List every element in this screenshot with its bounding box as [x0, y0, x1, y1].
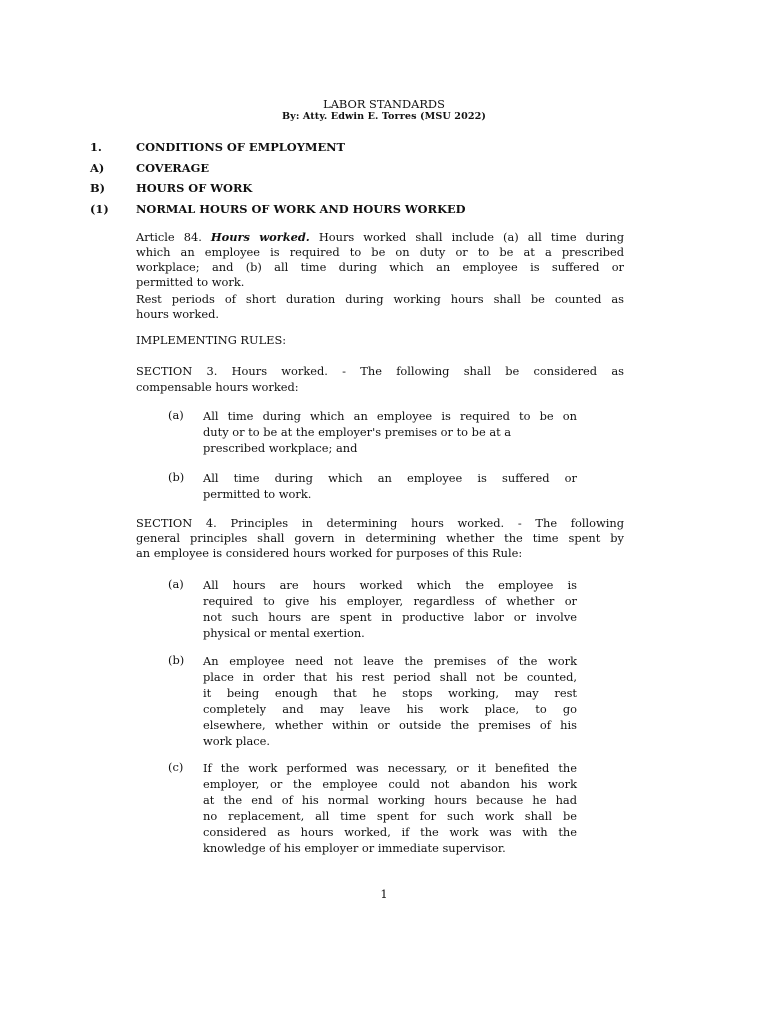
item-line: duty or to be at the employer's premises or to be at a: [203, 425, 512, 439]
outline-heading: NORMAL HOURS OF WORK AND HOURS WORKED: [136, 202, 466, 216]
item-line: it being enough that he stops working, may rest: [203, 686, 577, 700]
paragraph-line: permitted to work.: [136, 275, 245, 289]
outline-heading: HOURS OF WORK: [136, 181, 253, 195]
paragraph-line: compensable hours worked:: [136, 380, 299, 394]
page-number: 1: [380, 887, 388, 901]
paragraph-line: an employee is considered hours worked for purposes of this Rule:: [136, 546, 523, 560]
item-line: All time during which an employee is suffered or: [203, 471, 577, 485]
paragraph-line: [136, 230, 624, 245]
item-line: work place.: [203, 734, 271, 748]
item-line: completely and may leave his work place, to go: [203, 702, 577, 716]
document-byline: By: Atty. Edwin E. Torres (MSU 2022): [281, 111, 487, 122]
item-line: at the end of his normal working hours because he had: [203, 793, 577, 807]
article-84-paragraph: [136, 230, 624, 290]
document-title: LABOR STANDARDS: [323, 97, 445, 111]
item-line: All time during which an employee is required to be on: [203, 409, 577, 423]
item-letter: (a): [168, 577, 184, 591]
item-line: no replacement, all time spent for such work shall be: [203, 809, 577, 823]
outline-number: A): [90, 161, 105, 175]
item-line: elsewhere, whether within or outside the premises of his: [203, 718, 577, 732]
article-title: Hours worked.: [210, 230, 310, 244]
paragraph-line: general principles shall govern in determining whether the time spent by: [136, 531, 624, 545]
section-3-item-a: [203, 408, 577, 456]
article-number: Article 84.: [136, 230, 202, 244]
outline-number: (1): [90, 202, 109, 216]
outline-heading: COVERAGE: [136, 161, 210, 175]
paragraph-line: SECTION 3. Hours worked. - The following shall be considered as: [136, 364, 624, 378]
section-3-paragraph: [136, 363, 624, 395]
paragraph-line: SECTION 4. Principles in determining hours worked. - The following: [136, 516, 624, 530]
article-text: Hours worked shall include (a) all time during: [318, 230, 625, 244]
implementing-rules-heading: IMPLEMENTING RULES:: [136, 333, 287, 347]
item-letter: (a): [168, 408, 184, 422]
paragraph-line: workplace; and (b) all time during which an employee is suffered or: [136, 260, 624, 274]
outline-number: 1.: [90, 140, 102, 154]
item-line: permitted to work.: [203, 487, 312, 501]
section-4-paragraph: [136, 516, 624, 561]
section-4-item-b: [203, 653, 577, 749]
outline-heading: CONDITIONS OF EMPLOYMENT: [136, 140, 346, 154]
section-4-item-a: [203, 577, 577, 641]
item-line: knowledge of his employer or immediate supervisor.: [203, 841, 506, 855]
item-line: All hours are hours worked which the employee is: [203, 578, 577, 592]
section-4-item-c: [203, 760, 577, 856]
item-letter: (b): [168, 470, 185, 484]
item-line: considered as hours worked, if the work was with the: [203, 825, 577, 839]
item-line: If the work performed was necessary, or it benefited the: [203, 761, 577, 775]
item-line: An employee need not leave the premises of the work: [203, 654, 577, 668]
paragraph-line: which an employee is required to be on duty or to be at a prescribed: [136, 245, 624, 259]
paragraph-line: hours worked.: [136, 307, 220, 321]
item-line: not such hours are spent in productive labor or involve: [203, 610, 577, 624]
item-line: place in order that his rest period shall not be counted,: [203, 670, 577, 684]
item-line: prescribed workplace; and: [203, 441, 358, 455]
rest-periods-paragraph: [136, 292, 624, 322]
item-line: physical or mental exertion.: [203, 626, 365, 640]
item-line: required to give his employer, regardless of whether or: [203, 594, 577, 608]
section-3-item-b: [203, 470, 577, 502]
item-letter: (c): [168, 760, 184, 774]
item-letter: (b): [168, 653, 185, 667]
paragraph-line: Rest periods of short duration during working hours shall be counted as: [136, 292, 624, 306]
outline-number: B): [90, 181, 106, 195]
item-line: employer, or the employee could not abandon his work: [203, 777, 577, 791]
